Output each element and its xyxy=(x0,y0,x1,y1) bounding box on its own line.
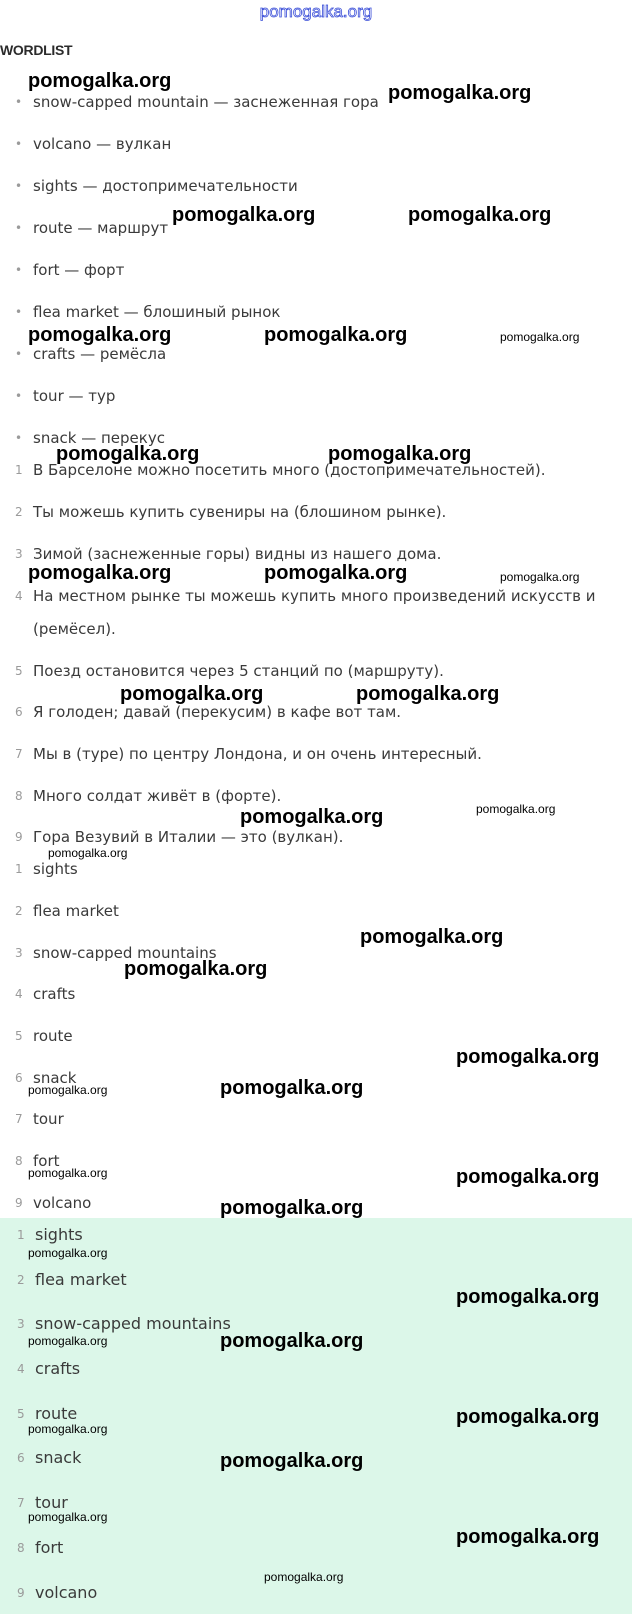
watermark-text: pomogalka.org xyxy=(500,330,580,344)
watermark-text: pomogalka.org xyxy=(28,70,172,92)
bullet-icon: • xyxy=(15,431,23,445)
watermark-text: pomogalka.org xyxy=(220,1330,364,1352)
wordlist-title: WORDLIST xyxy=(0,42,73,58)
watermark-text: pomogalka.org xyxy=(220,1197,364,1219)
bullet-icon: • xyxy=(15,179,23,193)
watermark-text: pomogalka.org xyxy=(172,204,316,226)
watermark-text: pomogalka.org xyxy=(28,1334,108,1348)
watermark-text: pomogalka.org xyxy=(456,1046,600,1068)
watermark-text: pomogalka.org xyxy=(28,562,172,584)
watermark-text: pomogalka.org xyxy=(360,926,504,948)
watermark-text: pomogalka.org xyxy=(28,1510,108,1524)
header-watermark: pomogalka.org xyxy=(259,2,373,21)
bullet-icon: • xyxy=(15,305,23,319)
watermark-text: pomogalka.org xyxy=(220,1450,364,1472)
watermark-text: pomogalka.org xyxy=(264,324,408,346)
bullet-icon: • xyxy=(15,95,23,109)
watermark-text: pomogalka.org xyxy=(48,846,128,860)
watermark-text: pomogalka.org xyxy=(456,1286,600,1308)
watermark-text: pomogalka.org xyxy=(408,204,552,226)
watermark-text: pomogalka.org xyxy=(328,443,472,465)
watermark-text: pomogalka.org xyxy=(476,802,556,816)
watermark-text: pomogalka.org xyxy=(456,1406,600,1428)
watermark-text: pomogalka.org xyxy=(28,324,172,346)
watermark-text: pomogalka.org xyxy=(220,1077,364,1099)
highlighted-answers-box: 1 sights 2 flea market 3 snow-capped mountains 4 crafts 5 route 6 snack 7 tour 8 fort 9 volcano xyxy=(0,1218,632,1614)
bullet-icon: • xyxy=(15,347,23,361)
watermark-text: pomogalka.org xyxy=(28,1246,108,1260)
bullet-icon: • xyxy=(15,221,23,235)
watermark-text: pomogalka.org xyxy=(264,562,408,584)
bullet-icon: • xyxy=(15,263,23,277)
bullet-icon: • xyxy=(15,389,23,403)
watermark-text: pomogalka.org xyxy=(124,958,268,980)
watermark-text: pomogalka.org xyxy=(56,443,200,465)
watermark-text: pomogalka.org xyxy=(500,570,580,584)
bullet-icon: • xyxy=(15,137,23,151)
watermark-text: pomogalka.org xyxy=(120,683,264,705)
watermark-text: pomogalka.org xyxy=(264,1570,344,1584)
watermark-text: pomogalka.org xyxy=(28,1166,108,1180)
watermark-text: pomogalka.org xyxy=(356,683,500,705)
watermark-text: pomogalka.org xyxy=(240,806,384,828)
watermark-text: pomogalka.org xyxy=(456,1166,600,1188)
watermark-text: pomogalka.org xyxy=(388,82,532,104)
watermark-text: pomogalka.org xyxy=(28,1083,108,1097)
watermark-text: pomogalka.org xyxy=(28,1422,108,1436)
watermark-text: pomogalka.org xyxy=(456,1526,600,1548)
